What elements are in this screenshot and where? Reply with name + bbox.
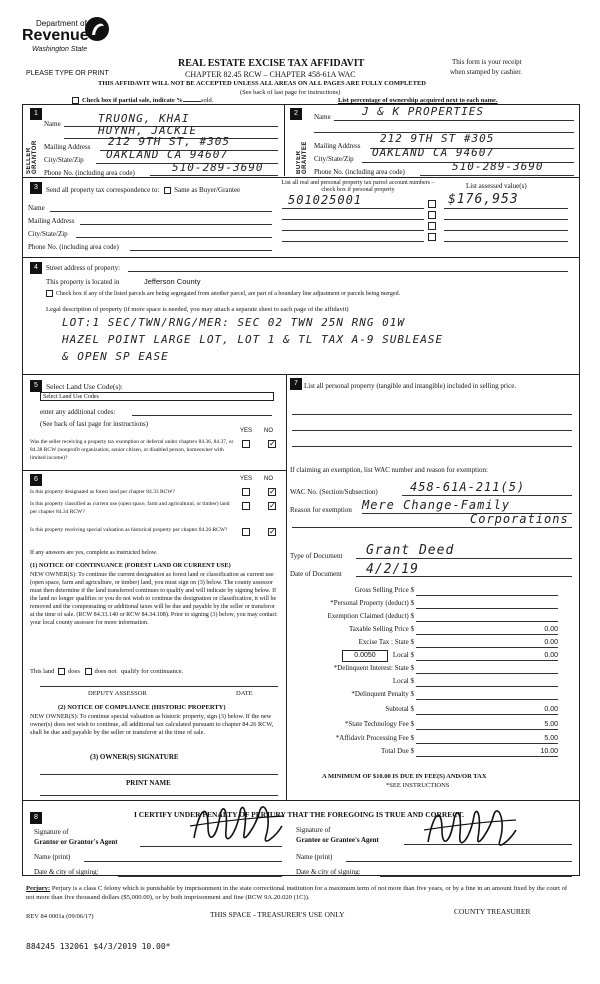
section6-num: 6 [30, 474, 42, 486]
exemption-label: If claiming an exemption, list WAC number and reason for exemption: [290, 466, 488, 474]
deputy-date-label: DATE [236, 690, 253, 697]
continuance-row [30, 668, 183, 675]
wac-label: WAC No. (Section/Subsection) [290, 488, 378, 496]
s6-if-yes: If any answers are yes, complete as instructed below. [30, 550, 158, 556]
grantee-date-label: Date & city of signing: [296, 868, 361, 876]
notice2-title: (2) NOTICE OF COMPLIANCE (HISTORIC PROPERTY) [58, 704, 226, 711]
legal-desc-3[interactable]: & OPEN SP EASE [62, 350, 169, 363]
tax-table [290, 584, 562, 760]
divider-h-3 [22, 374, 579, 375]
seller-city[interactable]: OAKLAND CA 94607 [106, 148, 228, 161]
tax-value-line [416, 699, 558, 700]
assessed-value[interactable]: $176,953 [448, 192, 519, 207]
tax-row [290, 732, 562, 745]
s6-q3-no-checkbox[interactable]: ✓ [269, 527, 276, 536]
tax-value-line [416, 647, 558, 648]
seller-name-1[interactable]: TRUONG, KHAI [98, 112, 190, 125]
partial-sale-label: Check box if partial sale, indicate % [82, 97, 183, 104]
county-treasurer: COUNTY TREASURER [454, 907, 531, 916]
partial-sale-input[interactable] [183, 101, 201, 102]
s6-q3: Is this property receiving special valuation as historical property per chapter 84.26 RCW? [30, 527, 228, 533]
section3-num: 3 [30, 182, 42, 194]
tax-label: Exemption Claimed (deduct) $ [327, 612, 414, 620]
section8-num: 8 [30, 812, 42, 824]
tax-label: Local $ [392, 651, 414, 659]
minimum-fee-note: A MINIMUM OF $10.00 IS DUE IN FEE(S) AND/OR TAX [322, 773, 487, 780]
treasurer-use: THIS SPACE - TREASURER'S USE ONLY [210, 910, 345, 919]
s6-q2: Is this property classified as current use (open space, farm and agricultural, or timber) land per chapter 84.34 RCW? [30, 501, 230, 515]
buyer-name-line [334, 120, 574, 121]
tax-row [290, 636, 562, 649]
dor-logo [22, 16, 122, 62]
tax-value-line [416, 595, 558, 596]
s6-q1: Is this property designated as forest land per chapter 84.33 RCW? [30, 489, 175, 495]
dor-dept-line1: Department of [36, 19, 87, 28]
print-name-label: PRINT NAME [126, 779, 171, 787]
tax-row [290, 662, 562, 675]
tax-row [290, 649, 562, 662]
parcel-line-3 [282, 230, 424, 231]
s6-q1-no-checkbox[interactable]: ✓ [269, 487, 276, 496]
tax-label: Taxable Selling Price $ [348, 625, 414, 633]
does-checkbox[interactable] [58, 668, 65, 675]
buyer-name-label: Name [314, 113, 331, 121]
corr-phone-label: Phone No. (including area code) [28, 243, 119, 251]
owner-sig-label: (3) OWNER(S) SIGNATURE [90, 753, 179, 761]
personal-property-checkbox-3[interactable] [428, 222, 436, 230]
tax-label: *Personal Property (deduct) $ [330, 599, 414, 607]
divider-v-top [284, 104, 285, 176]
section5-num: 5 [30, 380, 42, 392]
tax-value-line [416, 743, 558, 744]
doc-type-label: Type of Document [290, 552, 343, 560]
additional-codes-line[interactable] [132, 415, 272, 416]
personal-property-line-2[interactable] [292, 430, 572, 431]
s6-no: NO [264, 476, 273, 482]
s5-no: NO [264, 428, 273, 434]
same-as-buyer-label: Same as Buyer/Grantee [174, 186, 241, 194]
s5-yes-checkbox[interactable] [242, 440, 250, 448]
grantor-sig-label-2: Grantor or Grantor's Agent [34, 838, 118, 846]
tax-value-line [416, 634, 558, 635]
notice2-body: NEW OWNER(S): To continue special valuation as historic property, sign (3) below. If the new owner(s) does not wish to continue, all additional tax calculated pursuant to chapter 84.26 RCW, shall be due and payable by the seller or transferor at the time of sale. [30, 713, 274, 736]
tax-label: Local $ [392, 677, 414, 685]
dor-dept-line2: Revenue [22, 27, 89, 44]
partial-sale-row [72, 97, 213, 104]
grantee-date-line[interactable] [380, 876, 572, 877]
land-use-see-back: (See back of last page for instructions) [40, 420, 149, 428]
tax-row [290, 584, 562, 597]
assessed-line-3 [444, 230, 568, 231]
divider-h-2 [22, 257, 579, 258]
seller-mailing-label: Mailing Address [44, 143, 91, 151]
send-correspondence-row [46, 186, 240, 194]
segregated-label: Check box if any of the listed parcels are being segregated from another parcel, are part of a boundary line adjustment or parcels being merged. [56, 290, 401, 297]
receipt-note-2: when stamped by cashier. [450, 68, 522, 76]
tax-row [290, 703, 562, 716]
reason-1[interactable]: Mere Change-Family [362, 498, 511, 512]
tax-label: Total Due $ [381, 747, 414, 755]
tax-row [290, 675, 562, 688]
please-type: PLEASE TYPE OR PRINT [26, 70, 109, 77]
doc-date-line [356, 576, 572, 577]
s5-yes: YES [240, 428, 253, 434]
legal-label: Legal description of property (if more space is needed, you may attach a separate sheet to each page of the affidavit) [46, 306, 349, 313]
receipt-note-1: This form is your receipt [452, 58, 522, 66]
parcel-number[interactable]: 501025001 [288, 193, 363, 207]
corr-city-line[interactable] [76, 237, 272, 238]
buyer-city[interactable]: OAKLAND CA 94607 [372, 146, 494, 159]
corr-phone-line[interactable] [130, 250, 272, 251]
personal-property-checkbox-2[interactable] [428, 211, 436, 219]
section2-side-label: BUYER GRANTEE [296, 141, 308, 174]
buyer-name[interactable]: J & K PROPERTIES [362, 105, 484, 118]
partial-sale-sold: sold. [200, 97, 214, 104]
parcel-line-1 [282, 208, 424, 209]
tax-value[interactable]: 0.00 [544, 706, 558, 713]
seller-city-label: City/State/Zip [44, 156, 84, 164]
partial-sale-checkbox[interactable] [72, 97, 79, 104]
seller-name-2[interactable]: HUYNH, JACKIE [98, 124, 198, 137]
form-see-back: (See back of last page for instructions) [240, 89, 341, 96]
doc-type[interactable]: Grant Deed [366, 543, 455, 558]
grantor-date-line[interactable] [118, 876, 282, 877]
tax-label: *Delinquent Penalty $ [351, 690, 414, 698]
s5-no-checkbox[interactable]: ✓ [269, 439, 276, 448]
legal-desc-2[interactable]: HAZEL POINT LARGE LOT, LOT 1 & TL TAX A-9 SUBLEASE [62, 333, 444, 346]
tax-row [290, 718, 562, 731]
legal-desc-1[interactable]: LOT:1 SEC/TWN/RNG/MER: SEC 02 TWN 25N RNG 01W [62, 316, 406, 329]
does-label: does [68, 668, 80, 675]
personal-property-label: List all personal property (tangible and intangible) included in selling price. [304, 382, 517, 390]
divider-h-4 [22, 470, 286, 471]
this-land-label: This land [30, 668, 55, 675]
notice1-title: (1) NOTICE OF CONTINUANCE (FOREST LAND OR CURRENT USE) [30, 562, 231, 569]
owner-sig-line[interactable] [40, 774, 278, 775]
tax-value-line [416, 729, 558, 730]
parcel-line-4 [282, 241, 424, 242]
tax-value-line [416, 714, 558, 715]
divider-h-1 [22, 177, 579, 178]
land-use-dropdown[interactable] [40, 392, 274, 401]
select-land-use-label: Select Land Use Code(s): [46, 382, 123, 391]
tax-value[interactable]: 5.00 [544, 735, 558, 742]
additional-codes-label: enter any additional codes: [40, 408, 116, 416]
perjury-label: Perjury: [26, 885, 51, 892]
seller-phone[interactable]: 510-289-3690 [172, 161, 264, 174]
tax-label: *State Technology Fee $ [344, 720, 414, 728]
s6-q2-yes-checkbox[interactable] [242, 502, 250, 510]
perjury-notice [26, 884, 576, 902]
assessed-line-2 [444, 219, 568, 220]
dor-dept-line3: Washington State [32, 46, 88, 53]
s6-q2-no-checkbox[interactable]: ✓ [269, 501, 276, 510]
section1-num: 1 [30, 108, 42, 120]
corr-mailing-line[interactable] [80, 224, 272, 225]
segregated-checkbox[interactable] [46, 290, 53, 297]
see-instructions-note: *SEE INSTRUCTIONS [386, 782, 450, 789]
form-notice: THIS AFFIDAVIT WILL NOT BE ACCEPTED UNLESS ALL AREAS ON ALL PAGES ARE FULLY COMPLETED [98, 80, 426, 87]
reason-2[interactable]: Corporations [470, 512, 569, 526]
does-not-checkbox[interactable] [85, 668, 92, 675]
segregated-row [46, 290, 400, 297]
does-not-label: does not [94, 668, 117, 675]
land-use-dropdown-value: Select Land Use Codes [43, 394, 99, 400]
certify-statement: I CERTIFY UNDER PENALTY OF PERJURY THAT THE FOREGOING IS TRUE AND CORRECT. [134, 810, 465, 819]
reason-label: Reason for exemption [290, 506, 352, 514]
seller-mailing[interactable]: 212 9TH ST, #305 [108, 135, 230, 148]
buyer-phone-line [420, 175, 574, 176]
wac-line [402, 495, 572, 496]
assessed-line-4 [444, 241, 568, 242]
seller-name-label: Name [44, 120, 61, 128]
street-line[interactable] [128, 271, 568, 272]
personal-property-checkbox-1[interactable] [428, 200, 436, 208]
tax-value[interactable]: 0.00 [544, 626, 558, 633]
buyer-phone[interactable]: 510-289-3690 [452, 160, 544, 173]
grantee-signature [418, 798, 518, 862]
tax-value-line [416, 756, 558, 757]
s6-yes: YES [240, 476, 253, 482]
send-label: Send all property tax correspondence to: [46, 186, 160, 194]
local-rate-box[interactable] [342, 650, 388, 662]
corr-mailing-label: Mailing Address [28, 217, 75, 225]
tax-row [290, 688, 562, 701]
assessed-header: List assessed value(s) [466, 182, 527, 190]
tax-value[interactable]: 0.00 [544, 652, 558, 659]
buyer-mailing[interactable]: 212 9TH ST #305 [380, 132, 495, 145]
tax-label: Excise Tax : State $ [358, 638, 414, 646]
deputy-line[interactable] [40, 686, 278, 687]
personal-property-line-1[interactable] [292, 414, 572, 415]
form-title: REAL ESTATE EXCISE TAX AFFIDAVIT [178, 58, 365, 69]
personal-property-line-3[interactable] [292, 446, 572, 447]
tax-row [290, 745, 562, 758]
section1-side-label: SELLER GRANTOR [26, 140, 38, 174]
located-label: This property is located in [46, 278, 120, 286]
seller-phone-label: Phone No. (including area code) [44, 169, 135, 177]
tax-row [290, 597, 562, 610]
local-rate-value: 0.0050 [354, 652, 376, 659]
s6-q1-yes-checkbox[interactable] [242, 488, 250, 496]
tax-value-line [416, 673, 558, 674]
s5-question: Was the seller receiving a property tax exemption or deferral under chapters 84.36, 84.37, or 84.38 RCW (nonprofit organization, senior citizen, or disabled person, homeowner with limited income)? [30, 439, 234, 461]
tax-value-line [416, 660, 558, 661]
doc-date-label: Date of Document [290, 570, 342, 578]
tax-label: Gross Selling Price $ [354, 586, 414, 594]
tax-value[interactable]: 10.00 [540, 748, 558, 755]
corr-name-label: Name [28, 204, 45, 212]
tax-value-line [416, 686, 558, 687]
grantee-sig-label-1: Signature of [296, 826, 331, 834]
notice1-body: NEW OWNER(S): To continue the current designation as forest land or classification as current use (open space, farm and agriculture, or timber) land, you must sign on (3) below. The county assessor must then determine if the land transferred continues to qualify and will indicate by signing below. If the land no longer qualifies or you do not wish to continue the designation or classification, it will be removed and the compensating or additional taxes will be due and payable by the seller or transferor at the time of sale. (RCW 84.33.140 or RCW 84.34.108). Prior to signing (3) below, you may contact your local county assessor for more information. [30, 572, 277, 626]
reason-line-2 [292, 527, 572, 528]
s6-q3-yes-checkbox[interactable] [242, 528, 250, 536]
tax-label: Subtotal $ [385, 705, 414, 713]
buyer-city-label: City/State/Zip [314, 155, 354, 163]
perjury-text: Perjury is a class C felony which is punishable by imprisonment in the state correctional institution for a maximum term of not more than five years, or by a fine in an amount fixed by the court of not more than five thousand dollars ($5,000.00), or by both imprisonment and fine (RCW 9A.20.020 (1C)). [26, 885, 568, 901]
parcel-line-2 [282, 219, 424, 220]
ownership-pct-note: List percentage of ownership acquired next to each name. [338, 97, 498, 104]
tax-label: *Delinquent Interest: State $ [333, 664, 414, 672]
tax-value-line [416, 608, 558, 609]
deputy-label: DEPUTY ASSESSOR [88, 690, 147, 697]
rev-number: REV 84 0001a (09/06/17) [26, 913, 94, 920]
street-label: Street address of property: [46, 264, 121, 272]
tax-value[interactable]: 0.00 [544, 639, 558, 646]
tax-value[interactable]: 5.00 [544, 721, 558, 728]
tax-row [290, 610, 562, 623]
wac-number[interactable]: 458-61A-211(5) [410, 480, 526, 494]
doc-type-line [356, 558, 572, 559]
corr-city-label: City/State/Zip [28, 230, 68, 238]
grantor-name-label: Name (print) [34, 853, 71, 861]
grantor-name-line[interactable] [84, 861, 282, 862]
personal-property-checkbox-4[interactable] [428, 233, 436, 241]
same-as-buyer-checkbox[interactable] [164, 187, 171, 194]
grantor-date-label: Date & city of signing: [34, 868, 99, 876]
tax-value-line [416, 621, 558, 622]
buyer-mailing-label: Mailing Address [314, 142, 361, 150]
grantor-sig-label-1: Signature of [34, 828, 69, 836]
tax-row [290, 623, 562, 636]
grantee-name-label: Name (print) [296, 853, 333, 861]
corr-name-line[interactable] [50, 211, 272, 212]
divider-v-mid [286, 374, 287, 800]
doc-date[interactable]: 4/2/19 [366, 562, 419, 577]
section2-num: 2 [290, 108, 302, 120]
buyer-phone-label: Phone No. (including area code) [314, 168, 405, 176]
section4-num: 4 [30, 262, 42, 274]
parcel-header: List all real and personal property tax parcel account numbers – check box if personal property [281, 180, 435, 193]
qualify-label: qualify for continuance. [121, 668, 184, 675]
seller-phone-line [150, 175, 278, 176]
grantee-sig-label-2: Grantee or Grantee's Agent [296, 836, 379, 844]
assessed-line-1 [444, 208, 568, 209]
grantor-signature [186, 796, 286, 856]
county: Jefferson County [144, 277, 201, 286]
cashier-stamp: 884245 132061 $4/3/2019 10.00* [26, 942, 171, 951]
section7-num: 7 [290, 378, 302, 390]
form-chapter: CHAPTER 82.45 RCW – CHAPTER 458-61A WAC [185, 70, 356, 79]
tax-label: *Affidavit Processing Fee $ [335, 734, 414, 742]
